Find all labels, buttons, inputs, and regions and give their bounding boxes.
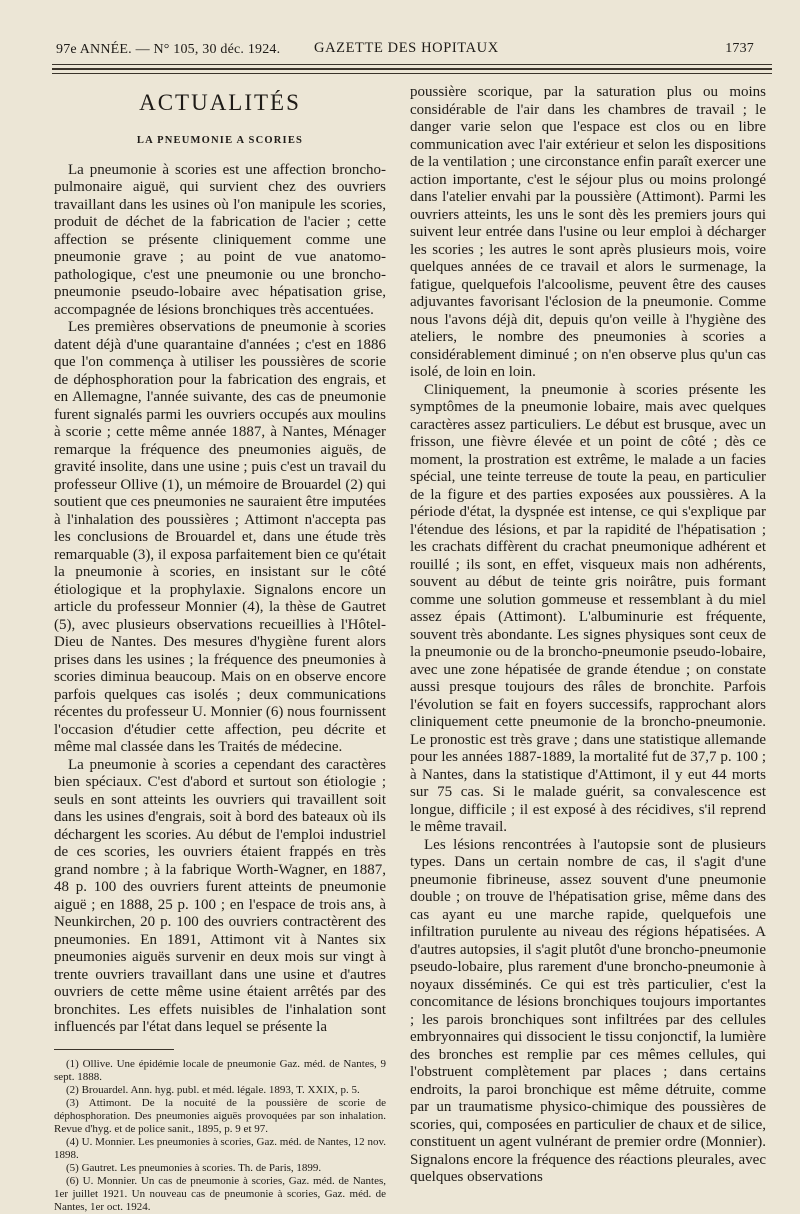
footnote: (5) Gautret. Les pneumonies à scories. Th. de Paris, 1899. <box>66 1161 322 1174</box>
page-number: 1737 <box>725 41 754 56</box>
issue-info: 97e ANNÉE. — N° 105, 30 déc. 1924. <box>56 42 281 57</box>
footnote: (1) Ollive. Une épidémie locale de pneumonie Gaz. méd. de Nantes, 9 sept. 1888. <box>54 1057 386 1083</box>
footnote: (4) U. Monnier. Les pneumonies à scories, Gaz. méd. de Nantes, 12 nov. 1898. <box>54 1135 386 1161</box>
journal-title: GAZETTE DES HOPITAUX <box>314 40 499 56</box>
right-column <box>410 84 766 1187</box>
footnotes <box>54 1058 386 1214</box>
footnote-separator <box>54 1049 174 1050</box>
header-rule <box>52 64 772 65</box>
article-title: LA PNEUMONIE A SCORIES <box>136 135 304 146</box>
paragraph: La pneumonie à scories est une affection broncho-pulmonaire aiguë, qui survient chez des ouvriers travaillant dans les usines où l'on manipule les scories, produit de déchet de la fabrication de l'acier ; cette affection se présente cliniquement comme une pneumonie grave ; au point de vue anatomo-pathologique, c'est une pneumonie ou une broncho-pneumonie pseudo-lobaire avec hépatisation grise, accompagnée de lésions bronchiques très accentuées. <box>54 161 386 318</box>
header-rule <box>52 68 772 70</box>
paragraph: La pneumonie à scories a cependant des caractères bien spéciaux. C'est d'abord et surtout son étiologie ; seuls en sont atteints les ouvriers qui travaillent soit dans les usines d'engrais, soit à bord des bateaux où ils déchargent les scories. Au début de l'emploi industriel de ces scories, les ouvriers étaient frappés en très grand nombre ; à la fabrique Worth-Wagner, en 1887, 48 p. 100 des ouvriers furent atteints de pneumonie aiguë ; en 1888, 25 p. 100 ; en l'espace de trois ans, à Neunkirchen, 20 p. 100 des ouvriers contractèrent des pneumonies. En 1891, Attimont vit à Nantes six pneumonies aiguës survenir en deux mois sur vingt à trente ouvriers travaillant dans une usine et d'autres ouvriers de cette même usine étaient arrêtés par des bronchites. Les effets nuisibles de l'inhalation sont influencés par l'état dans lequel se présente la <box>54 756 386 1035</box>
section-title: ACTUALITÉS <box>139 90 301 115</box>
paragraph: poussière scorique, par la saturation plus ou moins considérable de l'air dans les chambres de travail ; le danger varie selon que l'espace est clos ou en libre communication avec l'air extérieur et selon les dispositions de la ventilation ; une circonstance enfin paraît exercer une action importante, c'est le séjour plus ou moins prolongé dans l'atelier envahi par la poussière (Attimont). Parmi les ouvriers atteints, les uns le sont dès les premiers jours qui suivent leur entrée dans l'usine ou leur emploi à décharger les scories ; les autres le sont après plusieurs mois, voire quelques années de ce travail et alors le surmenage, la fatigue, quelquefois l'alcoolisme, peuvent être des causes adjuvantes favorisant l'éclosion de la pneumonie. Comme nous l'avons déjà dit, depuis qu'on veille à l'hygiène des ateliers, le nombre des pneumonies à scories a considérablement diminué ; on n'en observe plus qu'un cas isolé, de loin en loin. <box>410 84 766 380</box>
footnote: (2) Brouardel. Ann. hyg. publ. et méd. légale. 1893, T. XXIX, p. 5. <box>66 1083 360 1096</box>
running-head <box>46 38 762 60</box>
footnote: (3) Attimont. De la nocuité de la poussière de scorie de déphosphoration. Des pneumonies aiguës provoquées par son inhalation. Revue d'hyg. et de police sanit., 1895, p. 9 et 97. <box>54 1096 386 1135</box>
left-column <box>54 84 386 1214</box>
paragraph: Cliniquement, la pneumonie à scories présente les symptômes de la pneumonie lobaire, mais avec quelques caractères assez particuliers. Le début est brusque, avec un frisson, une fièvre élevée et un point de côté ; dès ce moment, la prostration est extrême, le malade a un facies spécial, une teinte terreuse de toute la peau, en particulier de la figure et des parties exposées aux poussières. A la période d'état, la dyspnée est intense, ce qui s'explique par l'étendue des lésions, et par la rapidité de l'hépatisation ; les crachats diffèrent du crachat pneumonique adhérent et rouillé ; ils sont, en effet, visqueux mais non adhérents, souvent au début de teinte gris noirâtre, puis formant comme une solution gommeuse et ressemblant à du miel assez épais (Attimont). L'albuminurie est fréquente, souvent très abondante. Les signes physiques sont ceux de la pneumonie ou de la broncho-pneumonie pseudo-lobaire, avec une zone hépatisée de grande étendue ; on constate aussi presque toujours des râles de bronchite. Parfois l'évolution se fait en foyers successifs, rapprochant alors cliniquement cette pneumonie de la broncho-pneumonie. Le pronostic est très grave ; dans une statistique allemande pour les années 1887-1889, la mortalité fut de 37,7 p. 100 ; à Nantes, dans la statistique d'Attimont, il y eut 44 morts sur 75 cas. Si le malade guérit, sa convalescence est longue, difficile ; il est exposé à des récidives, s'il reprend le même travail. <box>410 381 766 835</box>
paragraph: Les premières observations de pneumonie à scories datent déjà d'une quarantaine d'années ; c'est en 1886 que l'on commença à utiliser les poussières de scorie de déphosphoration pour la fabrication des engrais, et en Allemagne, l'année suivante, des cas de pneumonie furent signalés parmi les ouvriers occupés aux moulins à scorie ; cette même année 1887, à Nantes, Ménager remarque la fréquence des pneumonies aiguës, de gravité insolite, dans une usine ; puis c'est un travail du professeur Ollive (1), un mémoire de Brouardel (2) qui soutient que ces pneumonies ne sauraient être imputées à l'inhalation des poussières ; Attimont n'accepta pas les conclusions de Brouardel et, dans une étude très remarquable (3), il exposa parfaitement bien ce qu'était la pneumonie à scories, en insistant sur le côté étiologique et la prophylaxie. Signalons encore un article du professeur Monnier (4), la thèse de Gautret (5), avec plusieurs observations recueillies à l'Hôtel-Dieu de Nantes. Des mesures d'hygiène furent alors prises dans les usines ; la fréquence des pneumonies à scories diminua beaucoup. Mais on en observe encore parfois quelques cas isolés ; deux communications récentes du professeur U. Monnier (6) nous fournissent l'occasion d'étudier cette affection, peu décrite et même mal classée dans les Traités de médecine. <box>54 319 386 755</box>
header-rule <box>52 73 772 74</box>
footnote: (6) U. Monnier. Un cas de pneumonie à scories, Gaz. méd. de Nantes, 1er juillet 1921. Un nouveau cas de pneumonie à scories, Gaz. méd. de Nantes, 1er oct. 1924. <box>54 1174 386 1213</box>
paragraph: Les lésions rencontrées à l'autopsie sont de plusieurs types. Dans un certain nombre de cas, il s'agit d'une pneumonie fibrineuse, assez souvent d'une pneumonie double ; on trouve de l'hépatisation grise, même dans des cas ayant eu une marche rapide, quelquefois une infiltration purulente au niveau des régions hépatisées. A d'autres autopsies, il s'agit plutôt d'une broncho-pneumonie pseudo-lobaire, plus rarement d'une broncho-pneumonie à noyaux disséminés. Ce qui est très particulier, c'est la concomitance de lésions bronchiques toujours importantes ; les parois bronchiques sont infiltrées par des cellules embryonnaires qui dissocient le tissu conjonctif, la lumière des bronches est remplie par ces mêmes cellules, qui l'obstruent complètement par places ; dans certains endroits, la paroi bronchique est même détruite, comme par un traumatisme physico-chimique des poussières de scories, qui, composées en particulier de chaux et de silice, constituent un agent vulnérant de premier ordre (Monnier). Signalons encore la fréquence des réactions pleurales, avec quelques observations <box>410 836 766 1185</box>
